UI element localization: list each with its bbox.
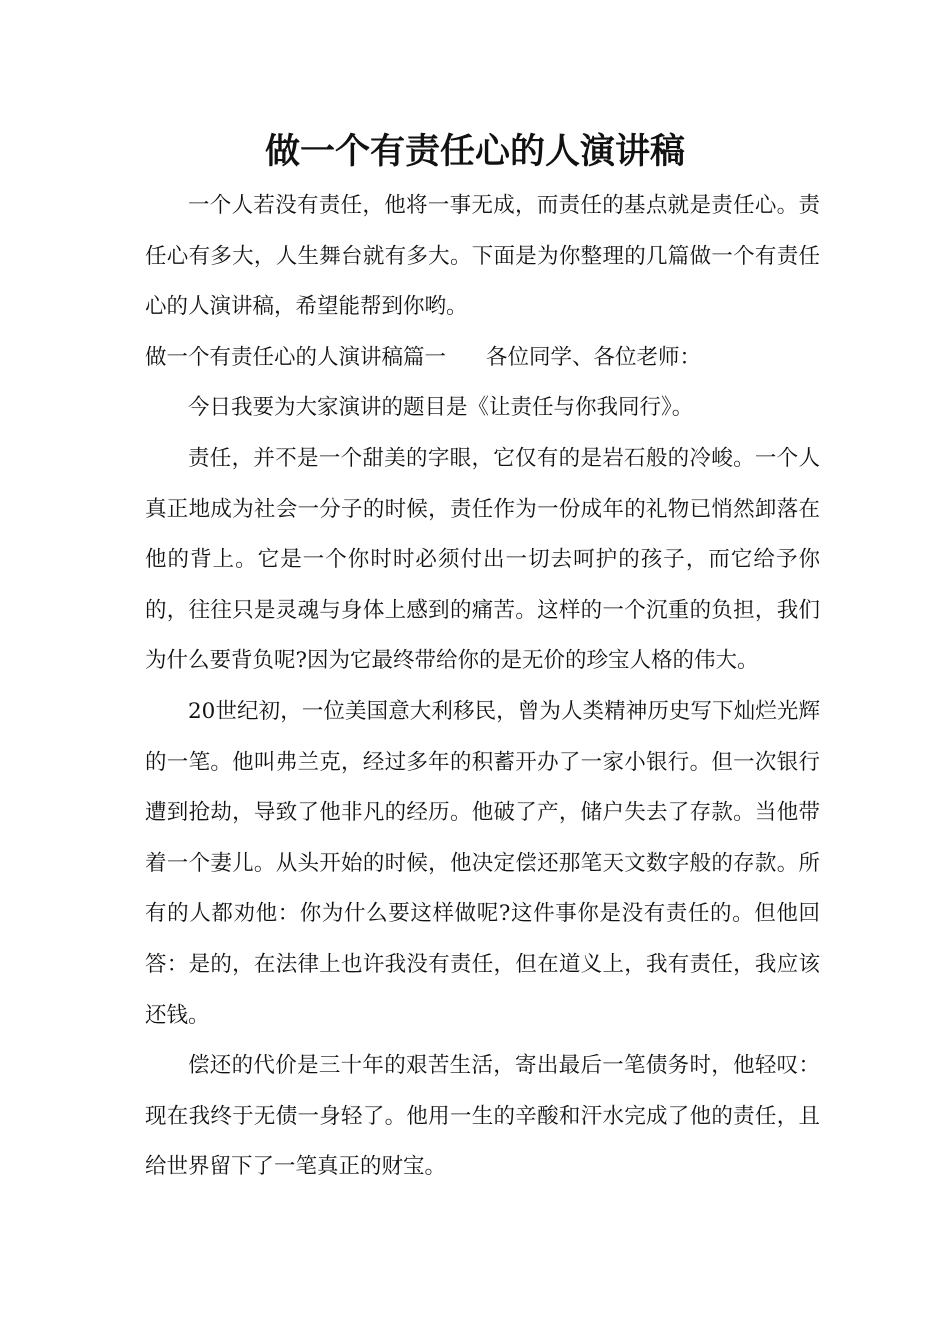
body-paragraph-2: 责任，并不是一个甜美的字眼，它仅有的是岩石般的冷峻。一个人真正地成为社会一分子的时候，责任作为一份成年的礼物已悄然卸落在他的背上。它是一个你时时必须付出一切去呵护的孩子，而它给予你的，往往只是灵魂与身体上感到的痛苦。这样的一个沉重的负担，我们为什么要背负呢?因为它最终带给你的是无价的珍宝人格的伟大。: [145, 445, 820, 674]
body-paragraph-3: 20世纪初，一位美国意大利移民，曾为人类精神历史写下灿烂光辉的一笔。他叫弗兰克，经过多年的积蓄开办了一家小银行。但一次银行遭到抢劫，导致了他非凡的经历。他破了产，储户失去了存款。当他带着一个妻儿。从头开始的时候，他决定偿还那笔天文数字般的存款。所有的人都劝他：你为什么要这样做呢?这件事你是没有责任的。但他回答：是的，在法律上也许我没有责任，但在道义上，我有责任，我应该还钱。: [145, 698, 820, 1028]
section-heading-line: [145, 333, 820, 384]
intro-paragraph: 一个人若没有责任，他将一事无成，而责任的基点就是责任心。责任心有多大，人生舞台就有多大。下面是为你整理的几篇做一个有责任心的人演讲稿，希望能帮到你哟。: [145, 193, 820, 320]
document-title: 做一个有责任心的人演讲稿: [264, 132, 685, 172]
body-paragraph-4: 偿还的代价是三十年的艰苦生活，寄出最后一笔债务时，他轻叹：现在我终于无债一身轻了。他用一生的辛酸和汗水完成了他的责任，且给世界留下了一笔真正的财宝。: [145, 1053, 820, 1180]
body-paragraph-1: 今日我要为大家演讲的题目是《让责任与你我同行》。: [188, 395, 694, 421]
document-body: [145, 181, 820, 1193]
salutation: 各位同学、各位老师：: [486, 344, 702, 370]
section-heading: 做一个有责任心的人演讲稿篇一: [145, 344, 447, 370]
